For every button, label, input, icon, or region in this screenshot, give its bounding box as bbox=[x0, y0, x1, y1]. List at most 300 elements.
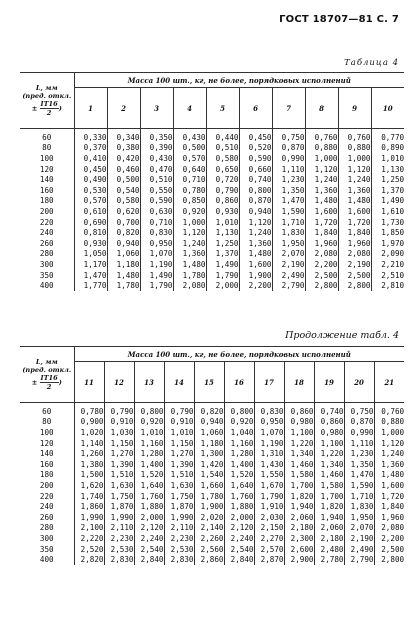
mass-cell: 1,000 bbox=[305, 153, 338, 164]
mass-cell: 1,510 bbox=[164, 470, 194, 481]
mass-cell: 1,550 bbox=[254, 470, 284, 481]
mass-cell: 1,990 bbox=[104, 512, 134, 523]
table-row bbox=[20, 533, 404, 544]
length-cell: 300 bbox=[20, 533, 74, 544]
mass-cell: 1,900 bbox=[239, 270, 272, 281]
table-row bbox=[20, 491, 404, 502]
length-cell: 160 bbox=[20, 185, 74, 196]
mass-cell: 0,490 bbox=[74, 174, 107, 185]
mass-cell: 1,190 bbox=[140, 259, 173, 270]
mass-cell: 1,540 bbox=[194, 470, 224, 481]
mass-cell: 1,480 bbox=[173, 259, 206, 270]
table-row bbox=[20, 185, 404, 196]
mass-cell: 2,870 bbox=[254, 554, 284, 565]
page-header bbox=[279, 14, 399, 25]
mass-cell: 2,210 bbox=[381, 259, 405, 269]
mass-cell: 1,520 bbox=[224, 470, 254, 481]
version-number-row bbox=[20, 362, 404, 403]
mass-cell: 1,270 bbox=[164, 448, 194, 459]
mass-cell: 2,600 bbox=[284, 544, 314, 555]
length-cell: 80 bbox=[20, 143, 74, 154]
mass-cell: 1,660 bbox=[194, 480, 224, 491]
mass-cell: 0,900 bbox=[74, 417, 104, 428]
tolerance-fraction bbox=[40, 100, 59, 117]
length-cell: 400 bbox=[20, 554, 74, 565]
mass-cell: 1,120 bbox=[173, 227, 206, 238]
mass-cell: 1,830 bbox=[344, 501, 374, 512]
mass-cell: 0,990 bbox=[272, 153, 305, 164]
mass-cell: 0,740 bbox=[239, 174, 272, 185]
mass-cell: 1,740 bbox=[74, 491, 104, 502]
mass-cell: 2,520 bbox=[74, 544, 104, 555]
mass-cell: 1,460 bbox=[314, 470, 344, 481]
mass-cell: 1,870 bbox=[104, 501, 134, 512]
mass-cell: 0,860 bbox=[314, 417, 344, 428]
mass-cell: 0,710 bbox=[173, 174, 206, 185]
mass-cell: 1,580 bbox=[284, 470, 314, 481]
mass-cell: 1,610 bbox=[381, 206, 405, 216]
mass-cell: 2,110 bbox=[164, 523, 194, 534]
mass-cell: 2,090 bbox=[381, 249, 405, 259]
table-row bbox=[20, 438, 404, 449]
mass-cell: 1,110 bbox=[344, 438, 374, 449]
fraction-denominator: 2 bbox=[46, 383, 52, 392]
table-row bbox=[20, 459, 404, 470]
mass-cell: 1,010 bbox=[134, 427, 164, 438]
table-header-row bbox=[20, 73, 404, 88]
mass-cell: 2,490 bbox=[344, 544, 374, 555]
length-cell: 240 bbox=[20, 227, 74, 238]
table-row bbox=[20, 501, 404, 512]
mass-cell: 1,590 bbox=[272, 206, 305, 217]
mass-cell: 1,460 bbox=[284, 459, 314, 470]
version-column-header: 12 bbox=[104, 362, 134, 403]
mass-cell: 1,490 bbox=[206, 259, 239, 270]
mass-cell: 0,910 bbox=[104, 417, 134, 428]
mass-cell: 2,190 bbox=[272, 259, 305, 270]
mass-cell: 0,440 bbox=[206, 129, 239, 143]
length-cell: 300 bbox=[20, 259, 74, 270]
mass-cell: 1,480 bbox=[239, 249, 272, 260]
mass-cell: 1,600 bbox=[239, 259, 272, 270]
mass-cell: 1,760 bbox=[224, 491, 254, 502]
mass-cell: 1,140 bbox=[74, 438, 104, 449]
mass-cell: 0,990 bbox=[344, 427, 374, 438]
table-row bbox=[20, 164, 404, 175]
length-cell: 200 bbox=[20, 206, 74, 217]
table-row bbox=[20, 280, 404, 291]
mass-cell: 1,790 bbox=[254, 491, 284, 502]
mass-cell: 1,480 bbox=[381, 470, 405, 480]
mass-cell: 0,540 bbox=[107, 185, 140, 196]
version-column-header: 21 bbox=[374, 362, 404, 403]
mass-cell: 1,190 bbox=[254, 438, 284, 449]
table-row bbox=[20, 153, 404, 164]
mass-cell: 1,350 bbox=[272, 185, 305, 196]
mass-cell: 0,720 bbox=[206, 174, 239, 185]
mass-cell: 2,060 bbox=[314, 523, 344, 534]
mass-cell: 0,830 bbox=[254, 403, 284, 417]
mass-cell: 1,000 bbox=[173, 217, 206, 228]
mass-cell: 0,870 bbox=[239, 196, 272, 207]
mass-cell: 0,870 bbox=[272, 143, 305, 154]
mass-cell: 2,490 bbox=[272, 270, 305, 281]
mass-cell: 1,220 bbox=[314, 448, 344, 459]
mass-cell: 0,790 bbox=[206, 185, 239, 196]
mass-cell: 1,360 bbox=[381, 459, 405, 469]
mass-cell: 1,840 bbox=[338, 227, 371, 238]
mass-cell: 2,790 bbox=[272, 280, 305, 291]
mass-cell: 2,120 bbox=[224, 523, 254, 534]
length-column-header bbox=[20, 347, 74, 403]
mass-cell: 1,670 bbox=[254, 480, 284, 491]
mass-cell: 2,270 bbox=[254, 533, 284, 544]
mass-cell: 0,410 bbox=[74, 153, 107, 164]
length-cell: 240 bbox=[20, 501, 74, 512]
tolerance-fraction-prefix: ± bbox=[31, 378, 38, 387]
mass-cell: 1,700 bbox=[314, 491, 344, 502]
mass-cell: 1,940 bbox=[284, 501, 314, 512]
version-column-header: 8 bbox=[305, 88, 338, 129]
mass-cell: 0,940 bbox=[194, 417, 224, 428]
mass-cell: 0,760 bbox=[305, 129, 338, 143]
mass-cell: 2,110 bbox=[104, 523, 134, 534]
length-cell: 80 bbox=[20, 417, 74, 428]
tolerance-fraction bbox=[40, 374, 59, 391]
mass-cell: 1,940 bbox=[314, 512, 344, 523]
length-cell: 140 bbox=[20, 448, 74, 459]
version-column-header: 20 bbox=[344, 362, 374, 403]
mass-cell: 1,370 bbox=[381, 185, 405, 195]
tolerance-label: (пред. откл. bbox=[22, 91, 72, 100]
mass-cell: 2,540 bbox=[134, 544, 164, 555]
length-label: L, мм bbox=[35, 83, 58, 92]
table-caption: Таблица 4 bbox=[344, 58, 399, 68]
mass-column-header: Масса 100 шт., кг, не более, порядковых исполнений bbox=[74, 347, 404, 362]
mass-cell: 0,880 bbox=[338, 143, 371, 154]
mass-cell: 0,810 bbox=[74, 227, 107, 238]
mass-cell: 1,720 bbox=[305, 217, 338, 228]
mass-cell: 1,640 bbox=[224, 480, 254, 491]
version-column-header: 1 bbox=[74, 88, 107, 129]
mass-cell: 0,570 bbox=[74, 196, 107, 207]
mass-cell: 0,930 bbox=[74, 238, 107, 249]
mass-cell: 0,760 bbox=[381, 406, 405, 416]
length-cell: 160 bbox=[20, 459, 74, 470]
mass-cell: 2,180 bbox=[284, 523, 314, 534]
mass-cell: 1,880 bbox=[134, 501, 164, 512]
length-label: L, мм bbox=[35, 357, 58, 366]
mass-cell: 1,840 bbox=[381, 502, 405, 512]
mass-cell: 1,360 bbox=[239, 238, 272, 249]
mass-cell: 0,390 bbox=[140, 143, 173, 154]
mass-cell: 2,800 bbox=[381, 555, 405, 565]
mass-cell: 1,520 bbox=[134, 470, 164, 481]
mass-cell: 1,490 bbox=[140, 270, 173, 281]
mass-cell: 0,750 bbox=[344, 403, 374, 417]
mass-cell: 1,260 bbox=[74, 448, 104, 459]
tolerance-close-paren: ) bbox=[58, 378, 62, 387]
mass-cell: 1,240 bbox=[338, 174, 371, 185]
mass-cell: 2,220 bbox=[74, 533, 104, 544]
mass-cell: 1,390 bbox=[164, 459, 194, 470]
mass-cell: 1,130 bbox=[381, 164, 405, 174]
mass-cell: 0,830 bbox=[140, 227, 173, 238]
mass-cell: 2,000 bbox=[206, 280, 239, 291]
mass-cell: 1,280 bbox=[224, 448, 254, 459]
fraction-denominator: 2 bbox=[46, 109, 52, 118]
mass-cell: 0,580 bbox=[206, 153, 239, 164]
mass-cell: 1,240 bbox=[239, 227, 272, 238]
fraction-numerator: IT16 bbox=[40, 374, 58, 382]
mass-cell: 1,230 bbox=[344, 448, 374, 459]
mass-cell: 0,800 bbox=[224, 403, 254, 417]
mass-cell: 1,100 bbox=[284, 427, 314, 438]
length-cell: 400 bbox=[20, 280, 74, 291]
mass-cell: 0,450 bbox=[74, 164, 107, 175]
document-reference: ГОСТ 18707—81 С. 7 bbox=[279, 14, 399, 25]
mass-cell: 0,930 bbox=[206, 206, 239, 217]
mass-cell: 1,250 bbox=[381, 175, 405, 185]
mass-cell: 0,700 bbox=[107, 217, 140, 228]
mass-cell: 0,430 bbox=[140, 153, 173, 164]
mass-cell: 2,780 bbox=[314, 554, 344, 565]
mass-cell: 1,620 bbox=[74, 480, 104, 491]
version-column-header: 19 bbox=[314, 362, 344, 403]
mass-cell: 2,530 bbox=[104, 544, 134, 555]
mass-cell: 0,790 bbox=[164, 403, 194, 417]
table-row bbox=[20, 196, 404, 207]
mass-cell: 2,800 bbox=[305, 280, 338, 291]
mass-cell: 1,480 bbox=[338, 196, 371, 207]
mass-cell: 1,340 bbox=[284, 448, 314, 459]
mass-cell: 0,640 bbox=[173, 164, 206, 175]
mass-cell: 1,170 bbox=[74, 259, 107, 270]
mass-cell: 1,480 bbox=[305, 196, 338, 207]
mass-cell: 2,800 bbox=[338, 280, 371, 291]
mass-cell: 0,910 bbox=[164, 417, 194, 428]
mass-cell: 1,820 bbox=[314, 501, 344, 512]
mass-cell: 1,070 bbox=[254, 427, 284, 438]
mass-cell: 1,350 bbox=[344, 459, 374, 470]
mass-cell: 1,720 bbox=[338, 217, 371, 228]
mass-cell: 2,150 bbox=[254, 523, 284, 534]
table-row bbox=[20, 238, 404, 249]
mass-cell: 1,900 bbox=[194, 501, 224, 512]
table-row bbox=[20, 227, 404, 238]
mass-cell: 1,750 bbox=[164, 491, 194, 502]
mass-cell: 2,200 bbox=[381, 533, 405, 543]
mass-cell: 0,510 bbox=[206, 143, 239, 154]
mass-cell: 1,240 bbox=[173, 238, 206, 249]
mass-cell: 1,150 bbox=[164, 438, 194, 449]
mass-cell: 1,010 bbox=[206, 217, 239, 228]
length-column-header bbox=[20, 73, 74, 129]
mass-cell: 2,810 bbox=[381, 281, 405, 291]
mass-table-part-2 bbox=[20, 346, 404, 565]
mass-cell: 1,050 bbox=[74, 249, 107, 260]
mass-cell: 2,820 bbox=[74, 554, 104, 565]
length-cell: 180 bbox=[20, 196, 74, 207]
mass-cell: 0,590 bbox=[239, 153, 272, 164]
mass-cell: 1,720 bbox=[381, 491, 405, 501]
mass-cell: 2,500 bbox=[381, 544, 405, 554]
mass-cell: 2,100 bbox=[74, 523, 104, 534]
mass-cell: 0,950 bbox=[254, 417, 284, 428]
mass-cell: 1,770 bbox=[74, 280, 107, 291]
mass-cell: 0,820 bbox=[194, 403, 224, 417]
mass-cell: 1,700 bbox=[284, 480, 314, 491]
mass-cell: 2,830 bbox=[104, 554, 134, 565]
mass-cell: 1,960 bbox=[305, 238, 338, 249]
mass-cell: 2,510 bbox=[381, 270, 405, 280]
mass-cell: 0,650 bbox=[206, 164, 239, 175]
mass-cell: 1,490 bbox=[381, 196, 405, 206]
mass-cell: 1,040 bbox=[224, 427, 254, 438]
table-row bbox=[20, 554, 404, 565]
table-row bbox=[20, 174, 404, 185]
mass-cell: 1,060 bbox=[194, 427, 224, 438]
mass-cell: 1,370 bbox=[206, 249, 239, 260]
mass-cell: 1,880 bbox=[224, 501, 254, 512]
mass-cell: 2,080 bbox=[338, 249, 371, 260]
mass-cell: 2,900 bbox=[284, 554, 314, 565]
mass-cell: 2,480 bbox=[314, 544, 344, 555]
mass-cell: 0,550 bbox=[140, 185, 173, 196]
mass-cell: 1,180 bbox=[194, 438, 224, 449]
mass-cell: 2,570 bbox=[254, 544, 284, 555]
mass-cell: 1,380 bbox=[74, 459, 104, 470]
mass-cell: 0,660 bbox=[239, 164, 272, 175]
mass-cell: 2,260 bbox=[194, 533, 224, 544]
mass-cell: 1,600 bbox=[305, 206, 338, 217]
table-header-row bbox=[20, 347, 404, 362]
mass-cell: 0,940 bbox=[107, 238, 140, 249]
mass-cell: 1,160 bbox=[134, 438, 164, 449]
mass-cell: 1,590 bbox=[344, 480, 374, 491]
mass-table-part-1 bbox=[20, 72, 404, 291]
fraction-numerator: IT16 bbox=[40, 100, 58, 108]
mass-cell: 1,070 bbox=[140, 249, 173, 260]
mass-cell: 0,570 bbox=[173, 153, 206, 164]
mass-cell: 0,530 bbox=[74, 185, 107, 196]
mass-cell: 2,860 bbox=[194, 554, 224, 565]
length-cell: 280 bbox=[20, 249, 74, 260]
mass-cell: 2,230 bbox=[164, 533, 194, 544]
mass-cell: 0,770 bbox=[381, 132, 405, 142]
mass-cell: 1,340 bbox=[314, 459, 344, 470]
mass-cell: 1,500 bbox=[74, 470, 104, 481]
mass-cell: 0,950 bbox=[140, 238, 173, 249]
mass-cell: 2,830 bbox=[164, 554, 194, 565]
mass-cell: 1,990 bbox=[164, 512, 194, 523]
mass-cell: 2,240 bbox=[224, 533, 254, 544]
mass-cell: 0,860 bbox=[284, 403, 314, 417]
mass-cell: 0,380 bbox=[107, 143, 140, 154]
mass-cell: 1,970 bbox=[381, 238, 405, 248]
mass-cell: 0,610 bbox=[74, 206, 107, 217]
tolerance-fraction-prefix: ± bbox=[31, 104, 38, 113]
mass-cell: 1,510 bbox=[104, 470, 134, 481]
mass-cell: 1,430 bbox=[254, 459, 284, 470]
mass-cell: 1,010 bbox=[381, 153, 405, 163]
version-column-header: 14 bbox=[164, 362, 194, 403]
mass-cell: 1,830 bbox=[272, 227, 305, 238]
version-column-header: 6 bbox=[239, 88, 272, 129]
mass-cell: 1,400 bbox=[134, 459, 164, 470]
mass-cell: 0,920 bbox=[134, 417, 164, 428]
mass-cell: 0,620 bbox=[107, 206, 140, 217]
mass-cell: 1,790 bbox=[140, 280, 173, 291]
mass-cell: 1,710 bbox=[272, 217, 305, 228]
mass-cell: 2,080 bbox=[173, 280, 206, 291]
table-row bbox=[20, 206, 404, 217]
mass-cell: 1,310 bbox=[254, 448, 284, 459]
mass-cell: 0,870 bbox=[344, 417, 374, 428]
mass-cell: 1,390 bbox=[104, 459, 134, 470]
table-row bbox=[20, 480, 404, 491]
mass-cell: 0,580 bbox=[107, 196, 140, 207]
mass-cell: 2,840 bbox=[134, 554, 164, 565]
mass-cell: 1,110 bbox=[272, 164, 305, 175]
mass-cell: 2,060 bbox=[284, 512, 314, 523]
mass-cell: 0,370 bbox=[74, 143, 107, 154]
tolerance-close-paren: ) bbox=[58, 104, 62, 113]
length-cell: 180 bbox=[20, 470, 74, 481]
mass-cell: 1,750 bbox=[104, 491, 134, 502]
mass-cell: 2,080 bbox=[381, 523, 405, 533]
mass-cell: 1,130 bbox=[206, 227, 239, 238]
mass-cell: 1,280 bbox=[134, 448, 164, 459]
mass-cell: 2,790 bbox=[344, 554, 374, 565]
version-column-header: 2 bbox=[107, 88, 140, 129]
mass-cell: 1,850 bbox=[381, 228, 405, 238]
length-cell: 60 bbox=[20, 403, 74, 417]
mass-cell: 1,240 bbox=[381, 449, 405, 459]
mass-cell: 1,180 bbox=[107, 259, 140, 270]
mass-cell: 1,730 bbox=[381, 217, 405, 227]
mass-cell: 0,980 bbox=[284, 417, 314, 428]
length-cell: 120 bbox=[20, 164, 74, 175]
length-cell: 60 bbox=[20, 129, 74, 143]
mass-cell: 0,750 bbox=[272, 129, 305, 143]
mass-cell: 2,500 bbox=[338, 270, 371, 281]
mass-cell: 1,480 bbox=[107, 270, 140, 281]
mass-cell: 2,000 bbox=[224, 512, 254, 523]
mass-cell: 1,710 bbox=[344, 491, 374, 502]
mass-cell: 2,000 bbox=[134, 512, 164, 523]
mass-cell: 1,270 bbox=[104, 448, 134, 459]
version-column-header: 3 bbox=[140, 88, 173, 129]
mass-cell: 1,360 bbox=[173, 249, 206, 260]
mass-cell: 1,120 bbox=[338, 164, 371, 175]
mass-cell: 1,120 bbox=[305, 164, 338, 175]
mass-cell: 0,710 bbox=[140, 217, 173, 228]
version-column-header: 5 bbox=[206, 88, 239, 129]
mass-cell: 0,520 bbox=[239, 143, 272, 154]
mass-cell: 1,220 bbox=[284, 438, 314, 449]
table-row bbox=[20, 143, 404, 154]
mass-cell: 0,460 bbox=[107, 164, 140, 175]
mass-cell: 2,190 bbox=[344, 533, 374, 544]
mass-cell: 1,020 bbox=[74, 427, 104, 438]
mass-cell: 2,560 bbox=[194, 544, 224, 555]
mass-cell: 2,500 bbox=[305, 270, 338, 281]
mass-cell: 1,470 bbox=[74, 270, 107, 281]
mass-cell: 1,030 bbox=[104, 427, 134, 438]
mass-cell: 1,240 bbox=[305, 174, 338, 185]
mass-cell: 0,630 bbox=[140, 206, 173, 217]
